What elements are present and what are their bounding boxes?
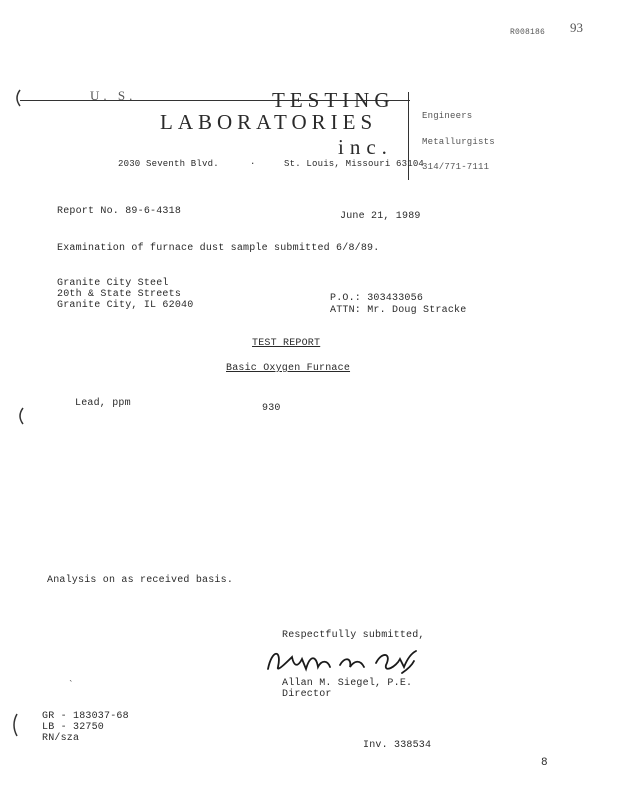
stray-mark: ` — [68, 680, 74, 690]
letterhead-divider — [408, 92, 409, 180]
letterhead-laboratories: LABORATORIES — [160, 110, 378, 134]
report-number: Report No. 89-6-4318 — [57, 206, 182, 217]
addressee-street: 20th & State Streets — [57, 289, 182, 300]
letterhead-testing: TESTING — [272, 88, 395, 112]
letterhead-prefix: U. S. — [90, 88, 137, 103]
letterhead-dot: · — [250, 159, 256, 169]
report-subject: Examination of furnace dust sample submitted 6/8/89. — [57, 243, 380, 254]
letterhead-metallurgists: Metallurgists — [422, 137, 495, 147]
addressee-city: Granite City, IL 62040 — [57, 300, 194, 311]
invoice-number: Inv. 338534 — [363, 740, 432, 751]
result-label: Lead, ppm — [75, 398, 131, 409]
footer-initials: RN/sza — [42, 733, 80, 744]
addressee-company: Granite City Steel — [57, 278, 169, 289]
result-value: 930 — [262, 403, 281, 414]
punch-mark-bottom — [8, 712, 22, 738]
signer-name: Allan M. Siegel, P.E. — [282, 678, 413, 689]
purchase-order: P.O.: 303433056 — [330, 293, 424, 304]
signer-title: Director — [282, 689, 332, 700]
letterhead-engineers: Engineers — [422, 111, 473, 121]
punch-mark-top — [10, 88, 30, 108]
letterhead-phone: 314/771-7111 — [422, 162, 490, 172]
footer-ref-gr: GR - 183037-68 — [42, 711, 129, 722]
signature-image — [262, 643, 422, 677]
closing-line: Respectfully submitted, — [282, 630, 425, 641]
analysis-note: Analysis on as received basis. — [47, 575, 234, 586]
page-mark: 93 — [570, 20, 583, 35]
footer-ref-lb: LB - 32750 — [42, 722, 105, 733]
report-date: June 21, 1989 — [340, 211, 421, 222]
letterhead-city: St. Louis, Missouri 63104 — [284, 159, 425, 169]
punch-mark-middle — [14, 406, 28, 426]
document-id-stamp: R008186 — [510, 28, 546, 37]
report-subtitle: Basic Oxygen Furnace — [226, 363, 351, 374]
letterhead-street: 2030 Seventh Blvd. — [118, 159, 219, 169]
letterhead-inc: inc. — [338, 135, 393, 159]
report-title: TEST REPORT — [252, 338, 321, 349]
attention-line: ATTN: Mr. Doug Stracke — [330, 305, 467, 316]
page-number: 8 — [541, 757, 548, 769]
